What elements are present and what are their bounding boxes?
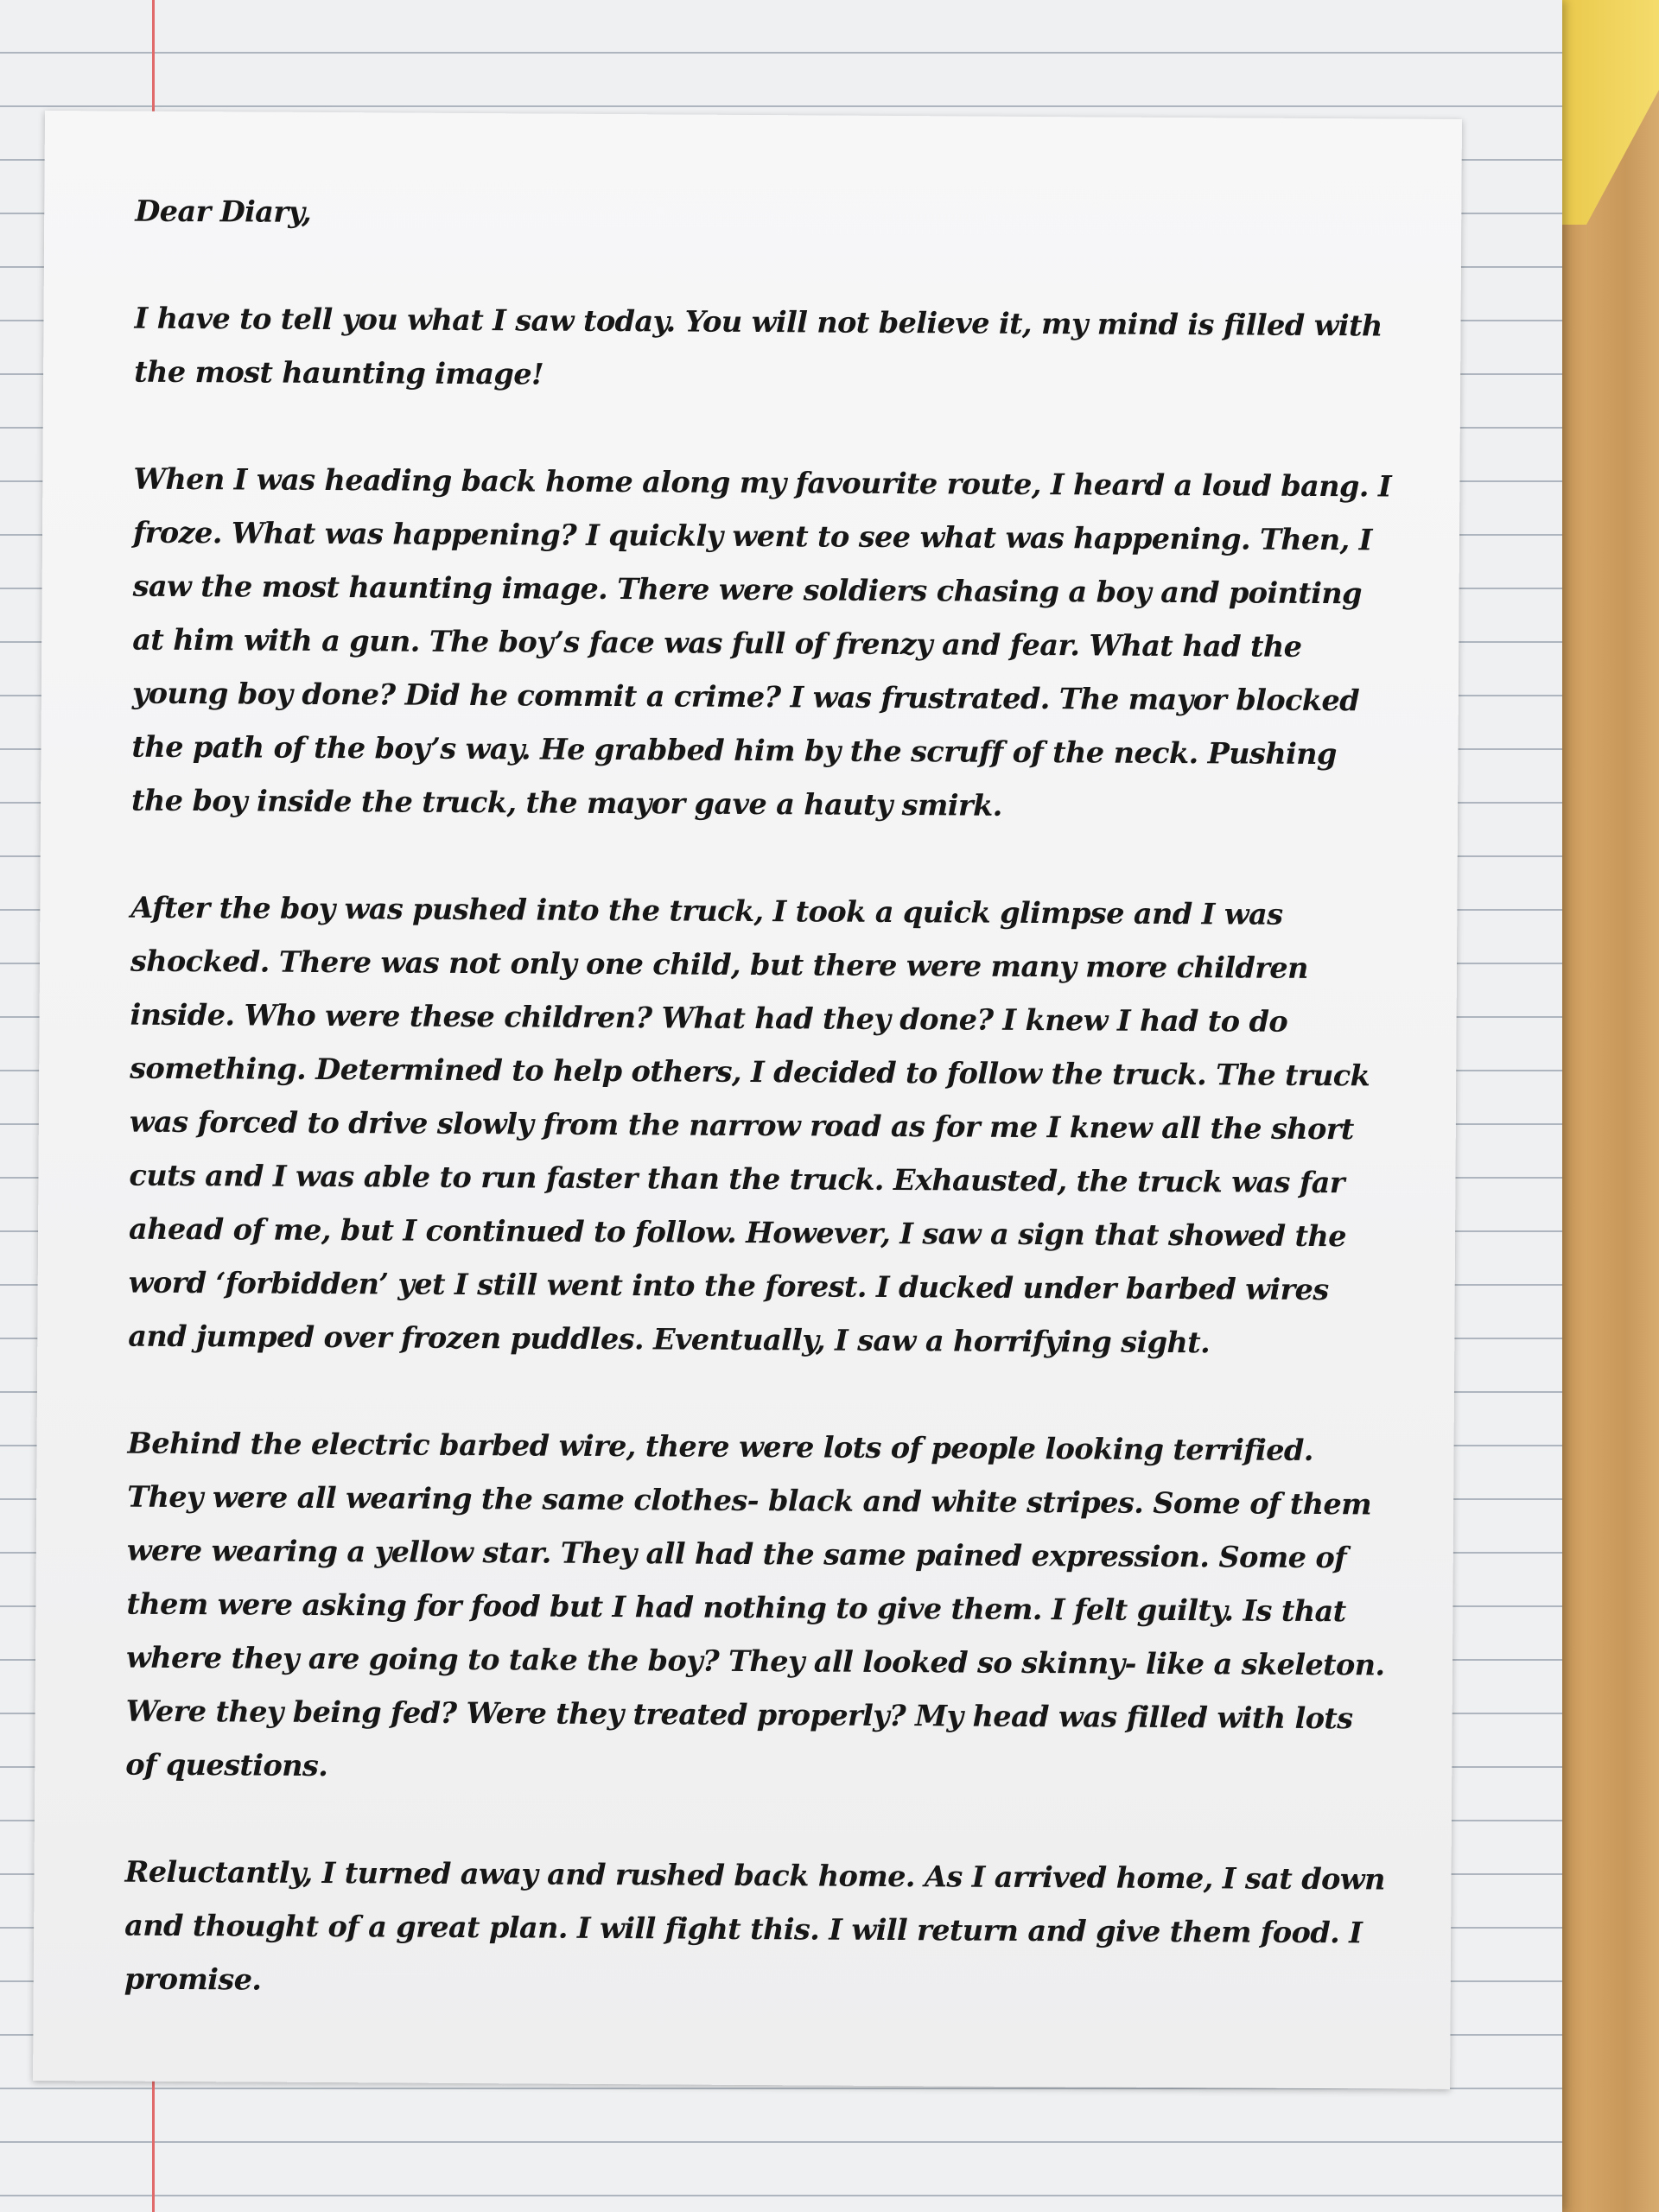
- letter-paragraph: Behind the electric barbed wire, there were lots of people looking terrified. They were all wearing the same clothes- black and white stripes. Some of them were wearing a yellow star. They all had the same pained expression. Some of them were asking for food but I had nothing to give them. I felt guilty. Is that where they are going to take the boy? They all looked so skinny- like a skeleton. Were they being fed? Were they treated properly? My head was filled with lots of questions.: [125, 1426, 1385, 1783]
- printed-letter-sheet: [33, 111, 1462, 2089]
- letter-paragraph: After the boy was pushed into the truck, I took a quick glimpse and I was shocked. There was not only one child, but there were many more children inside. Who were these children? What had they done? I knew I had to do something. Determined to help others, I decided to follow the truck. The truck was forced to drive slowly from the narrow road as for me I knew all the short cuts and I was able to run faster than the truck. Exhausted, the truck was far ahead of me, but I continued to follow. However, I saw a sign that showed the word ‘forbidden’ yet I still went into the forest. I ducked under barbed wires and jumped over frozen puddles. Eventually, I saw a horrifying sight.: [128, 890, 1370, 1360]
- wooden-desk: [1547, 0, 1659, 2212]
- letter-greeting: Dear Diary,: [135, 194, 312, 229]
- letter-paragraph: Reluctantly, I turned away and rushed back home. As I arrived home, I sat down and thought of a great plan. I will fight this. I will return and give them food. I promise.: [124, 1854, 1385, 1997]
- diary-letter: [124, 185, 1396, 2068]
- letter-paragraph: I have to tell you what I saw today. You will not believe it, my mind is filled with the most haunting image!: [134, 301, 1382, 391]
- letter-paragraph: When I was heading back home along my favourite route, I heard a loud bang. I froze. What was happening? I quickly went to see what was happening. Then, I saw the most haunting image. There were soldiers chasing a boy and pointing at him with a gun. The boy’s face was full of frenzy and fear. What had the young boy done? Did he commit a crime? I was frustrated. The mayor blocked the path of the boy’s way. He grabbed him by the scruff of the neck. Pushing the boy inside the truck, the mayor gave a hauty smirk.: [131, 461, 1392, 823]
